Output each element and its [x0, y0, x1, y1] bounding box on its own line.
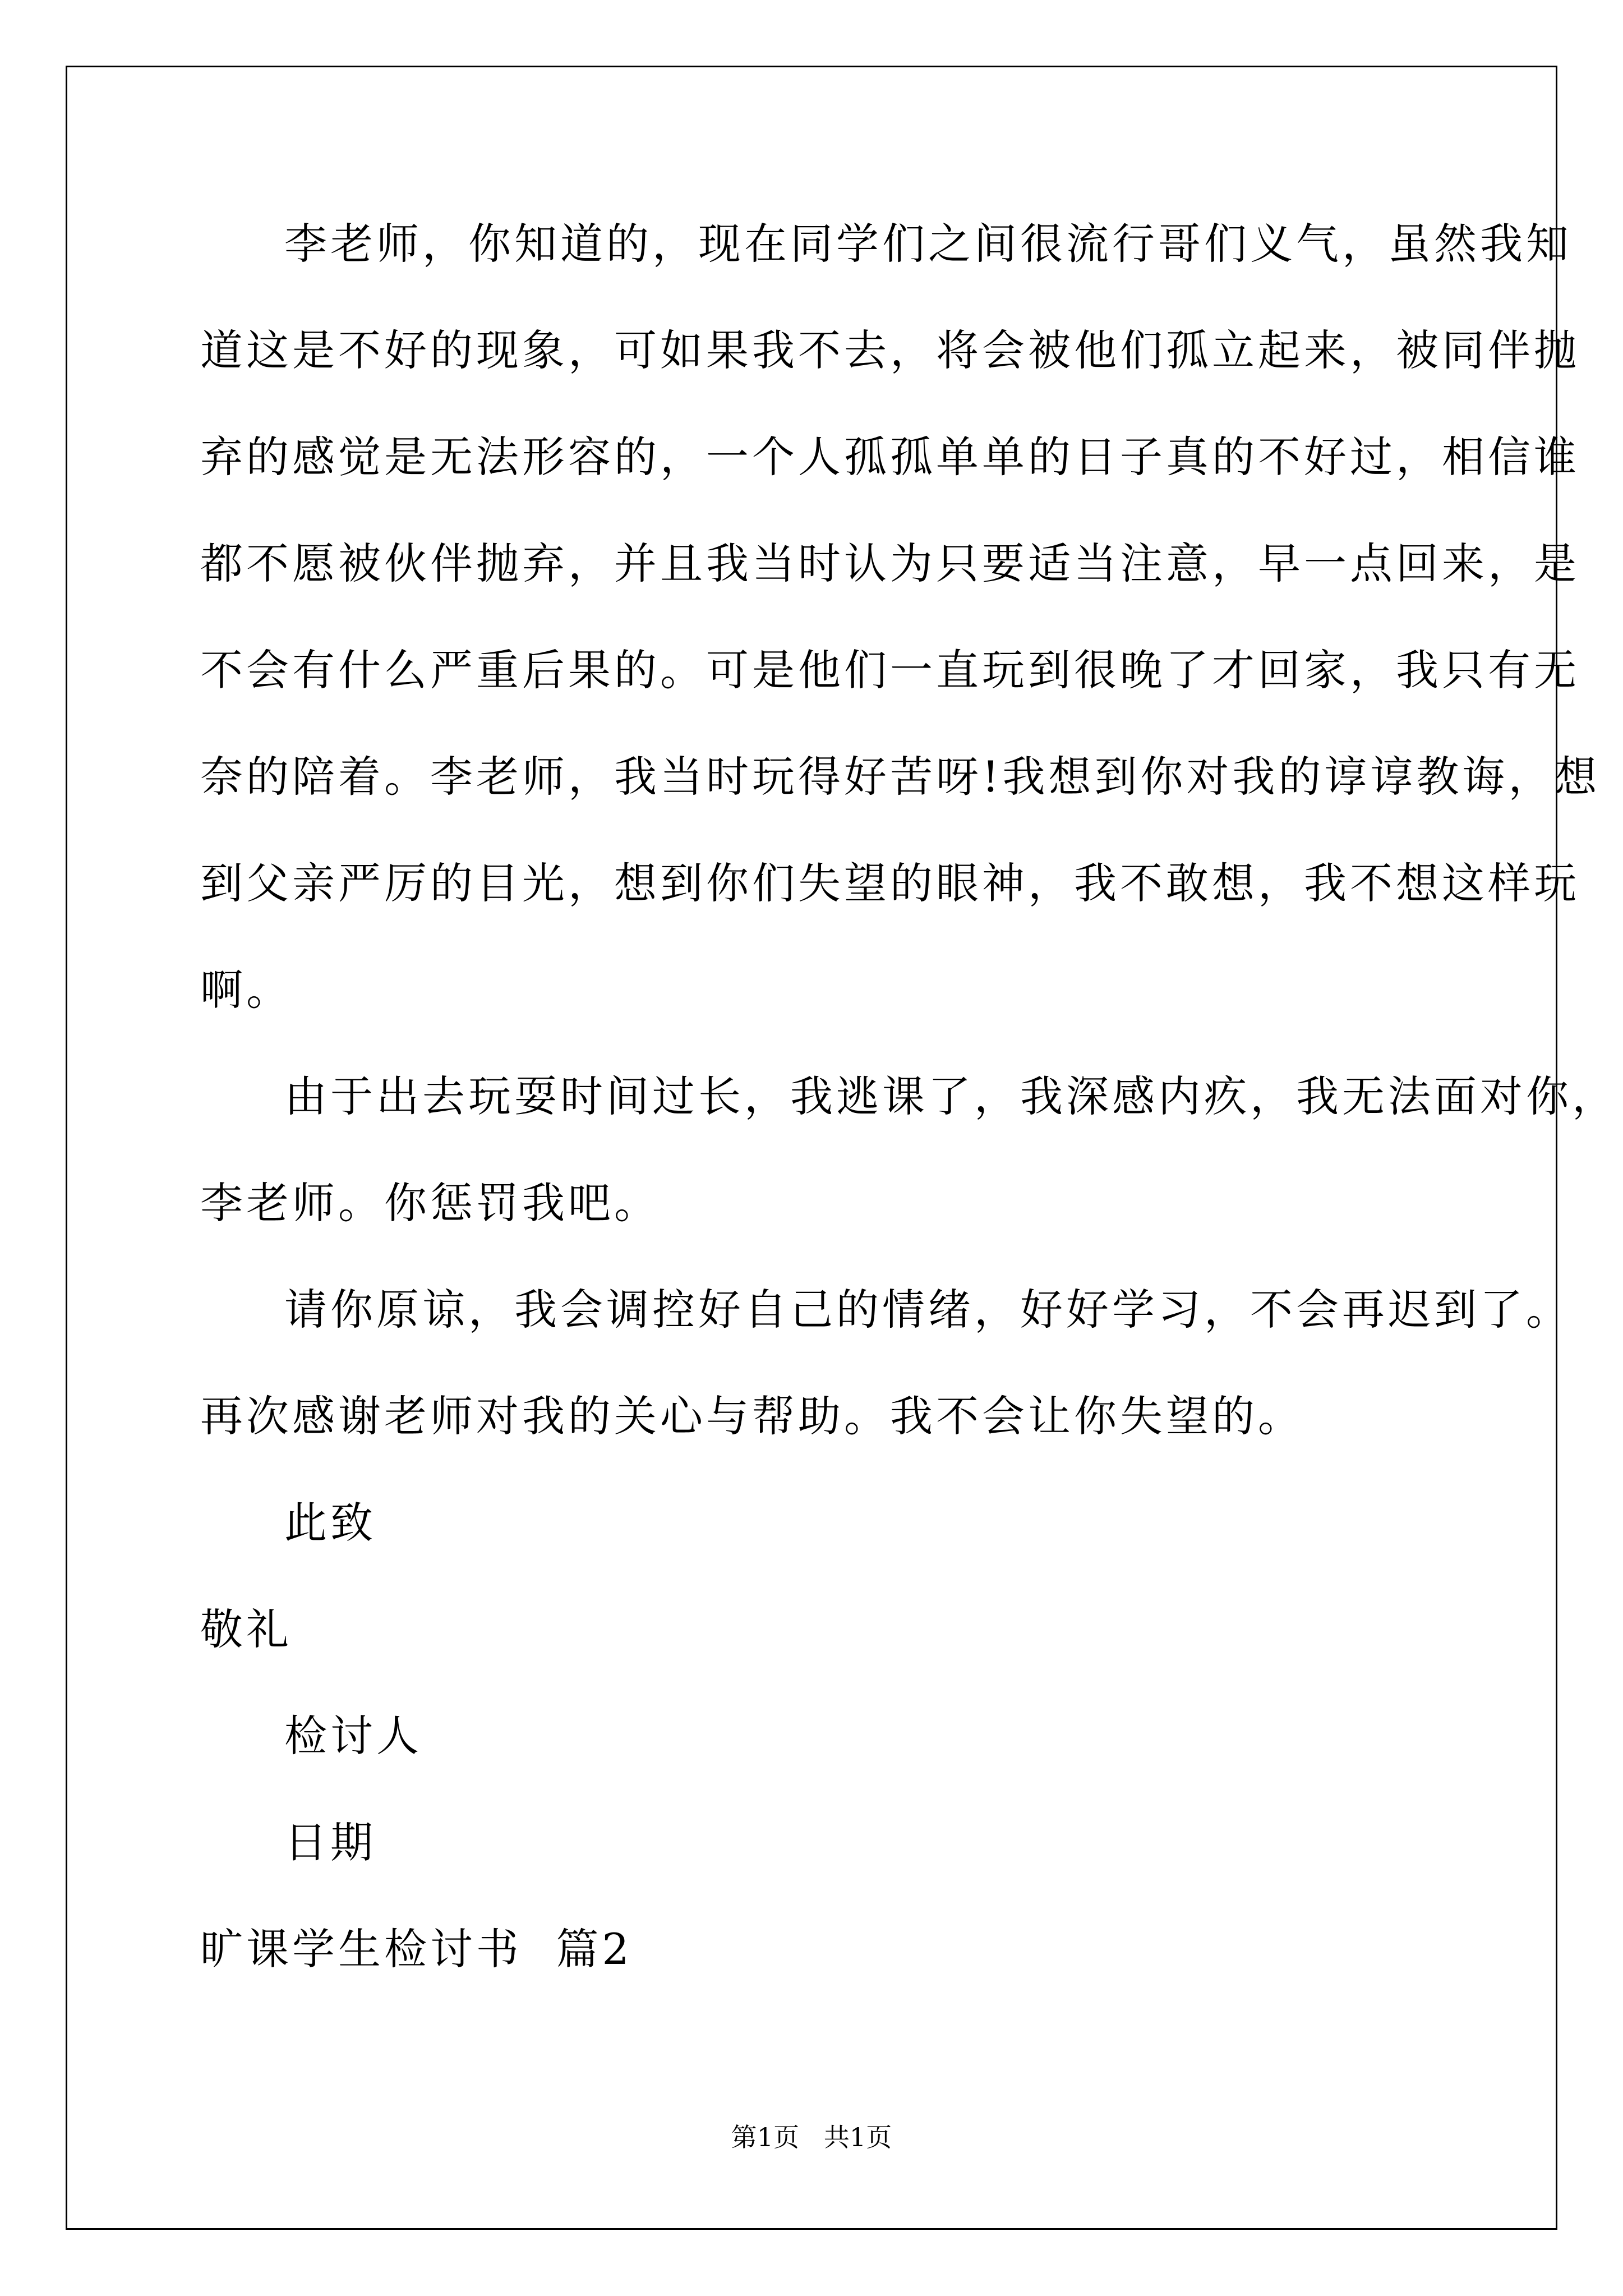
paragraph-1-line-2: 道这是不好的现象，可如果我不去，将会被他们孤立起来，被同伴抛 [200, 325, 1580, 375]
paragraph-1-line-8: 啊。 [200, 965, 292, 1015]
paragraph-3-line-1: 请你原谅，我会调控好自己的情绪，好好学习，不会再迟到了。 [284, 1285, 1572, 1335]
paragraph-1-line-7: 到父亲严厉的目光，想到你们失望的眼神，我不敢想，我不想这样玩 [200, 858, 1580, 908]
paragraph-1-line-3: 弃的感觉是无法形容的，一个人孤孤单单的日子真的不好过，相信谁 [200, 432, 1580, 482]
page-border [66, 66, 1557, 2230]
paragraph-1-line-1: 李老师，你知道的，现在同学们之间很流行哥们义气，虽然我知 [284, 219, 1572, 269]
paragraph-1-line-4: 都不愿被伙伴抛弃，并且我当时认为只要适当注意，早一点回来，是 [200, 539, 1580, 588]
closing-date: 日期 [284, 1818, 376, 1867]
closing-salutation: 此致 [284, 1498, 376, 1548]
closing-signer: 检讨人 [284, 1711, 422, 1761]
paragraph-2-line-2: 李老师。你惩罚我吧。 [200, 1178, 660, 1228]
paragraph-2-line-1: 由于出去玩耍时间过长，我逃课了，我深感内疚，我无法面对你， [284, 1071, 1618, 1121]
next-section-title: 旷课学生检讨书 篇2 [200, 1924, 633, 1974]
page-footer: 第1页 共1页 [731, 2122, 892, 2152]
closing-regards: 敬礼 [200, 1604, 292, 1654]
paragraph-3-line-2: 再次感谢老师对我的关心与帮助。我不会让你失望的。 [200, 1391, 1304, 1441]
paragraph-1-line-5: 不会有什么严重后果的。可是他们一直玩到很晚了才回家，我只有无 [200, 645, 1580, 695]
paragraph-1-line-6: 奈的陪着。李老师，我当时玩得好苦呀!我想到你对我的谆谆教诲，想 [200, 752, 1601, 802]
